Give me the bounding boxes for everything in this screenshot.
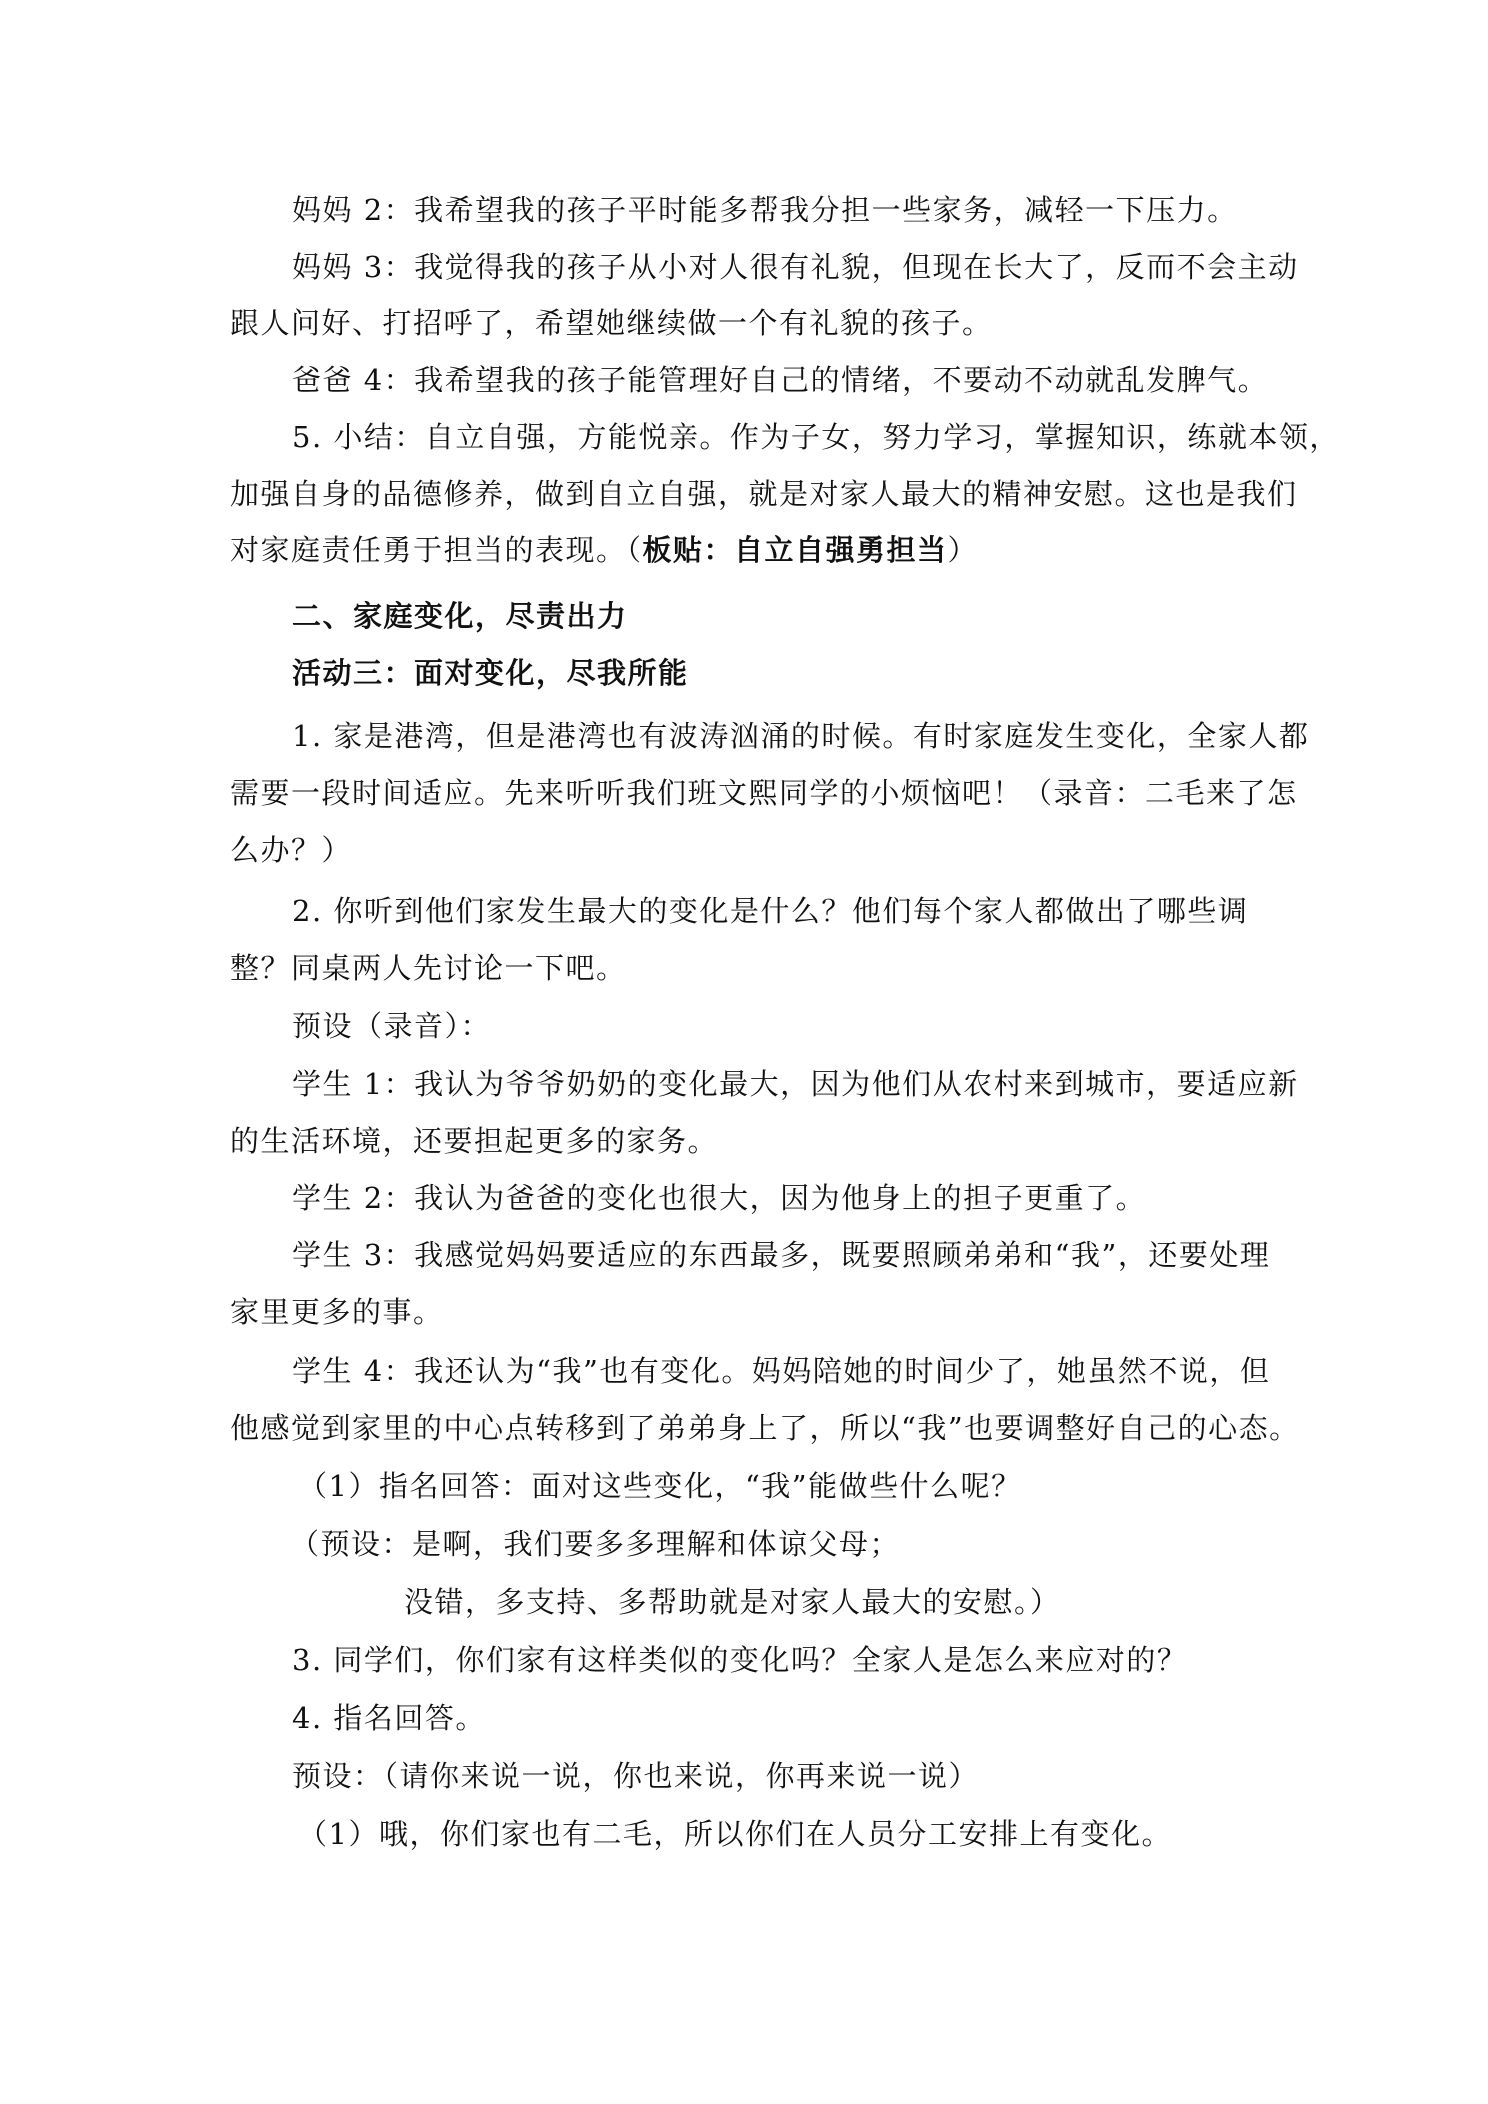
- student1-line1: 学生 1：我认为爷爷奶奶的变化最大，因为他们从农村来到城市，要适应新: [292, 1067, 1299, 1101]
- paragraph-item1-line2: 需要一段时间适应。先来听听我们班文熙同学的小烦恼吧！（录音：二毛来了怎: [230, 776, 1298, 810]
- board-note: 板贴：自立自强勇担当: [642, 533, 948, 567]
- student4-line2: 他感觉到家里的中心点转移到了弟弟身上了，所以“我”也要调整好自己的心态。: [230, 1411, 1300, 1445]
- question-sub1: （1）指名回答：面对这些变化，“我”能做些什么呢？: [298, 1469, 1022, 1503]
- paragraph-summary-line1: 5. 小结：自立自强，方能悦亲。作为子女，努力学习，掌握知识，练就本领，: [292, 420, 1340, 454]
- paragraph-summary-line3: 对家庭责任勇于担当的表现。（板贴：自立自强勇担当）: [230, 533, 979, 567]
- paragraph-mom3-line2: 跟人问好、打招呼了，希望她继续做一个有礼貌的孩子。: [230, 306, 993, 340]
- preset-recording: 预设（录音）：: [292, 1009, 492, 1043]
- paragraph-item1-line1: 1. 家是港湾，但是港湾也有波涛汹涌的时候。有时家庭发生变化，全家人都: [292, 719, 1310, 753]
- paragraph-summary-line2: 加强自身的品德修养，做到自立自强，就是对家人最大的精神安慰。这也是我们: [230, 477, 1298, 511]
- paragraph-item1-line3: 么办？）: [230, 833, 353, 867]
- activity-heading-three: 活动三：面对变化，尽我所能: [292, 656, 689, 690]
- paragraph-item2-line1: 2. 你听到他们家发生最大的变化是什么？他们每个家人都做出了哪些调: [292, 894, 1249, 928]
- preset-prompt: 预设：（请你来说一说，你也来说，你再来说一说）: [292, 1759, 980, 1793]
- preset-answer-line1: （预设：是啊，我们要多多理解和体谅父母；: [290, 1527, 901, 1561]
- student2: 学生 2：我认为爸爸的变化也很大，因为他身上的担子更重了。: [292, 1181, 1147, 1215]
- student3-line2: 家里更多的事。: [230, 1295, 444, 1329]
- paragraph-item3: 3. 同学们，你们家有这样类似的变化吗？全家人是怎么来应对的？: [292, 1643, 1188, 1677]
- section-heading-two: 二、家庭变化，尽责出力: [292, 599, 628, 633]
- paragraph-mom3-line1: 妈妈 3：我觉得我的孩子从小对人很有礼貌，但现在长大了，反而不会主动: [292, 250, 1299, 284]
- student3-line1: 学生 3：我感觉妈妈要适应的东西最多，既要照顾弟弟和“我”，还要处理: [292, 1238, 1271, 1272]
- paragraph-dad4: 爸爸 4：我希望我的孩子能管理好自己的情绪，不要动不动就乱发脾气。: [292, 363, 1269, 397]
- paragraph-mom2: 妈妈 2：我希望我的孩子平时能多帮我分担一些家务，减轻一下压力。: [292, 193, 1238, 227]
- paragraph-item4: 4. 指名回答。: [292, 1701, 486, 1735]
- student1-line2: 的生活环境，还要担起更多的家务。: [230, 1124, 719, 1158]
- student4-line1: 学生 4：我还认为“我”也有变化。妈妈陪她的时间少了，她虽然不说，但: [292, 1354, 1271, 1388]
- paragraph-item2-line2: 整？同桌两人先讨论一下吧。: [230, 951, 627, 985]
- preset-answer-line2: 没错，多支持、多帮助就是对家人最大的安慰。）: [404, 1585, 1061, 1619]
- answer-sub1: （1）哦，你们家也有二毛，所以你们在人员分工安排上有变化。: [298, 1817, 1172, 1851]
